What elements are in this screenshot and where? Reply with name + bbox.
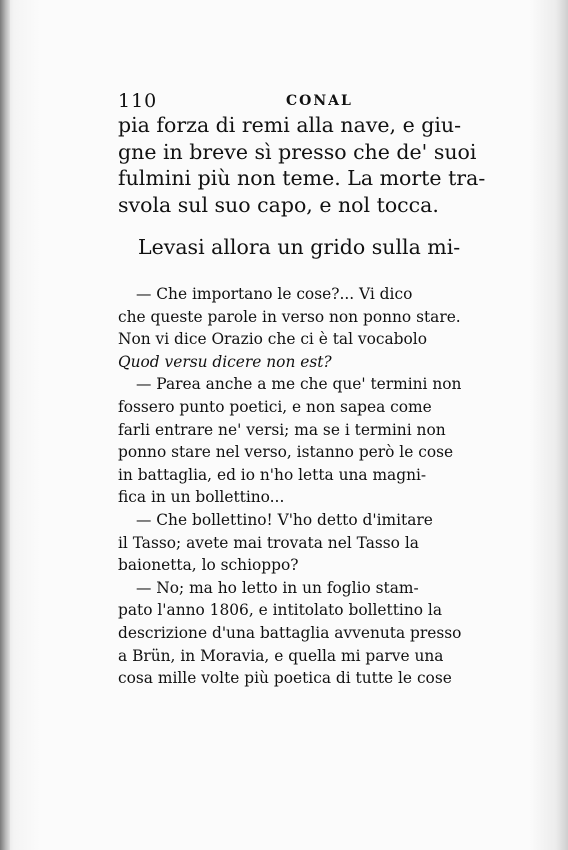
dialogue-line: fossero punto poetici, e non sapea come [118,397,432,416]
text-line: pia forza di remi alla nave, e giu- [118,113,462,137]
dialogue-line: — Che importano le cose?... Vi dico [136,285,413,303]
dialogue-line: il Tasso; avete mai trovata nel Tasso la [118,533,419,552]
text-line: svola sul suo capo, e nol tocca. [118,192,439,217]
paragraph-levasi: Levasi allora un grido sulla mi- [138,235,461,259]
dialogue-block [118,283,488,690]
dialogue-line: che queste parole in verso non ponno stare. [118,307,461,326]
book-spine-shadow [0,0,10,850]
dialogue-line: fica in un bollettino... [118,488,285,507]
dialogue-line: pato l'anno 1806, e intitolato bollettino la [118,601,443,620]
dialogue-line: Quod versu dicere non est? [118,352,332,371]
dialogue-line: ponno stare nel verso, istanno però le cose [118,443,454,462]
dialogue-line: — Parea anche a me che que' termini non [136,375,462,394]
dialogue-line: Non vi dice Orazio che ci è tal vocabolo [118,330,427,349]
dialogue-line: farli entrare ne' versi; ma se i termini non [118,420,446,439]
running-head: CONAL [286,93,353,109]
text-line: fulmini più non teme. La morte tra- [118,166,486,190]
dialogue-line: baionetta, lo schioppo? [118,556,299,575]
dialogue-line: cosa mille volte più poetica di tutte le cose [118,669,452,688]
page-number: 110 [118,90,158,112]
dialogue-line: — No; ma ho letto in un foglio stam- [136,578,419,597]
text-line: gne in breve sì presso che de' suoi [118,139,477,164]
dialogue-line: in battaglia, ed io n'ho letta una magni- [118,465,427,484]
dialogue-line: a Brün, in Moravia, e quella mi parve una [118,646,444,665]
dialogue-line: — Che bollettino! V'ho detto d'imitare [136,510,433,529]
paragraph-top [118,112,488,218]
dialogue-line: descrizione d'una battaglia avvenuta presso [118,623,462,642]
page-header [118,90,488,114]
